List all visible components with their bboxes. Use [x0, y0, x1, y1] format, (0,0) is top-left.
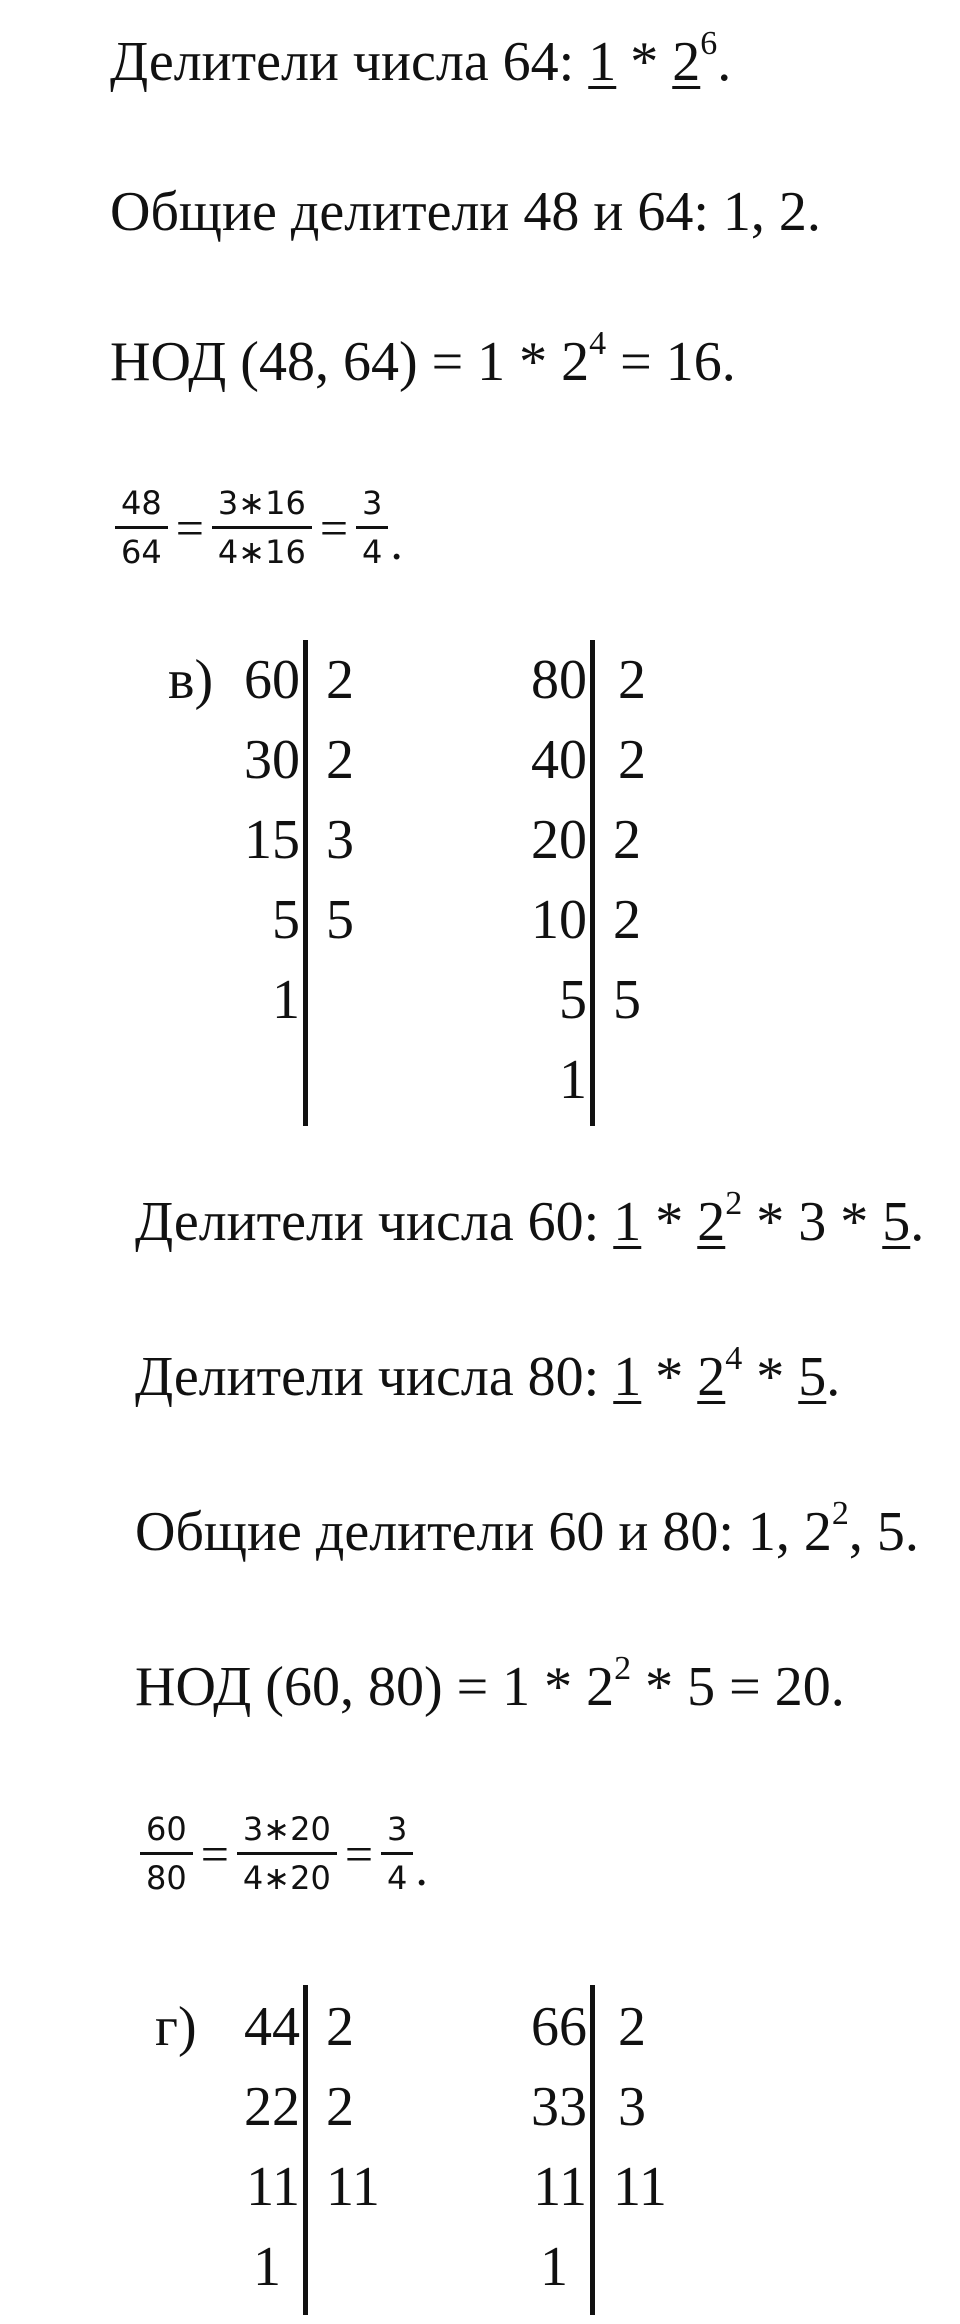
period: .: [415, 1840, 428, 1896]
table-cell: 5: [326, 889, 354, 951]
denominator: 4: [387, 1859, 408, 1897]
table-cell: 22: [244, 2076, 300, 2138]
part-v-label: в): [168, 649, 214, 711]
table-cell: 5: [613, 969, 641, 1031]
table-divider: [590, 1985, 595, 2315]
period: .: [390, 514, 403, 570]
table-cell: 66: [531, 1996, 587, 2058]
table-cell: 30: [244, 729, 300, 791]
exponent: 6: [700, 25, 718, 62]
denominator: 4∗20: [242, 1859, 331, 1897]
numerator: 60: [140, 1810, 193, 1855]
table-cell: 15: [244, 809, 300, 871]
fraction: [115, 484, 168, 571]
end: , 5.: [848, 1501, 919, 1563]
table-cell: 10: [531, 889, 587, 951]
table-cell: 3: [326, 809, 354, 871]
table-cell: 1: [272, 969, 300, 1031]
table-cell: 1: [540, 2236, 568, 2298]
table-cell: 1: [253, 2236, 281, 2298]
table-cell: 2: [326, 2076, 354, 2138]
table-cell: 20: [531, 809, 587, 871]
text: Общие делители 60 и 80: 1, 2: [135, 1501, 832, 1563]
text: НОД (48, 64) = 1 * 2: [110, 331, 590, 393]
table-cell: 44: [244, 1996, 300, 2058]
table-cell: 11: [613, 2156, 667, 2218]
table-cell: 5: [272, 889, 300, 951]
text-prefix: Делители числа 80:: [135, 1346, 614, 1408]
table-cell: 11: [533, 2156, 587, 2218]
divisors-64-line: [110, 25, 732, 94]
op: *: [641, 1346, 698, 1408]
table-cell: 11: [326, 2156, 380, 2218]
end: .: [910, 1191, 925, 1253]
table-cell: 2: [613, 809, 641, 871]
gcd-48-64: [110, 325, 736, 394]
op: *: [616, 31, 673, 93]
numerator: 3∗20: [237, 1810, 337, 1855]
text-prefix: Делители числа 60:: [135, 1191, 614, 1253]
equals: =: [200, 1825, 229, 1882]
underlined-base: 2: [697, 1346, 726, 1408]
fraction-60-80: [140, 1810, 428, 1897]
underlined-base: 2: [672, 31, 701, 93]
equals: =: [319, 499, 349, 556]
table-cell: 33: [531, 2076, 587, 2138]
table-cell: 2: [618, 729, 646, 791]
table-divider: [303, 640, 308, 1126]
numerator: 48: [115, 484, 168, 529]
denominator: 4∗16: [217, 533, 306, 571]
gcd-60-80: [135, 1650, 845, 1719]
exponent: 4: [589, 325, 607, 362]
equals: =: [344, 1825, 374, 1882]
numerator: 3: [356, 484, 388, 529]
table-cell: 1: [559, 1049, 587, 1111]
table-divider: [590, 640, 595, 1126]
underlined-5: 5: [798, 1346, 827, 1408]
underlined-base: 2: [697, 1191, 726, 1253]
divisors-80-line: [135, 1340, 841, 1409]
common-divisors-60-80: [135, 1495, 919, 1564]
denominator: 80: [146, 1859, 187, 1897]
numerator: 3∗16: [212, 484, 312, 529]
end: = 16.: [606, 331, 736, 393]
end: .: [826, 1346, 841, 1408]
exponent: 2: [614, 1650, 632, 1687]
table-cell: 40: [531, 729, 587, 791]
divisors-60-line: [135, 1185, 925, 1254]
underlined-1: 1: [613, 1346, 642, 1408]
text-prefix: Делители числа 64:: [110, 31, 589, 93]
table-cell: 2: [326, 729, 354, 791]
underlined-5: 5: [882, 1191, 911, 1253]
table-cell: 2: [326, 649, 354, 711]
exponent: 4: [725, 1340, 743, 1377]
fraction-48-64: [115, 484, 403, 571]
op: *: [742, 1346, 799, 1408]
table-cell: 11: [246, 2156, 300, 2218]
op: *: [641, 1191, 698, 1253]
end: .: [717, 31, 732, 93]
underlined-1: 1: [588, 31, 617, 93]
table-divider: [303, 1985, 308, 2315]
table-cell: 2: [618, 649, 646, 711]
denominator: 4: [362, 533, 383, 571]
fraction: [212, 484, 312, 571]
part-g-label: г): [155, 1996, 197, 2058]
table-cell: 80: [531, 649, 587, 711]
end: * 5 = 20.: [631, 1656, 845, 1718]
table-cell: 3: [618, 2076, 646, 2138]
table-cell: 2: [613, 889, 641, 951]
op: * 3 *: [742, 1191, 883, 1253]
numerator: 3: [381, 1810, 413, 1855]
exponent: 2: [725, 1185, 743, 1222]
table-cell: 2: [618, 1996, 646, 2058]
fraction: [356, 484, 388, 571]
fraction: [381, 1810, 413, 1897]
exponent: 2: [831, 1495, 849, 1532]
fraction: [140, 1810, 193, 1897]
denominator: 64: [121, 533, 162, 571]
underlined-1: 1: [613, 1191, 642, 1253]
equals: =: [175, 499, 204, 556]
common-divisors-48-64: Общие делители 48 и 64: 1, 2.: [110, 181, 821, 243]
table-cell: 5: [559, 969, 587, 1031]
text: НОД (60, 80) = 1 * 2: [135, 1656, 615, 1718]
fraction: [237, 1810, 337, 1897]
table-cell: 2: [326, 1996, 354, 2058]
table-cell: 60: [244, 649, 300, 711]
